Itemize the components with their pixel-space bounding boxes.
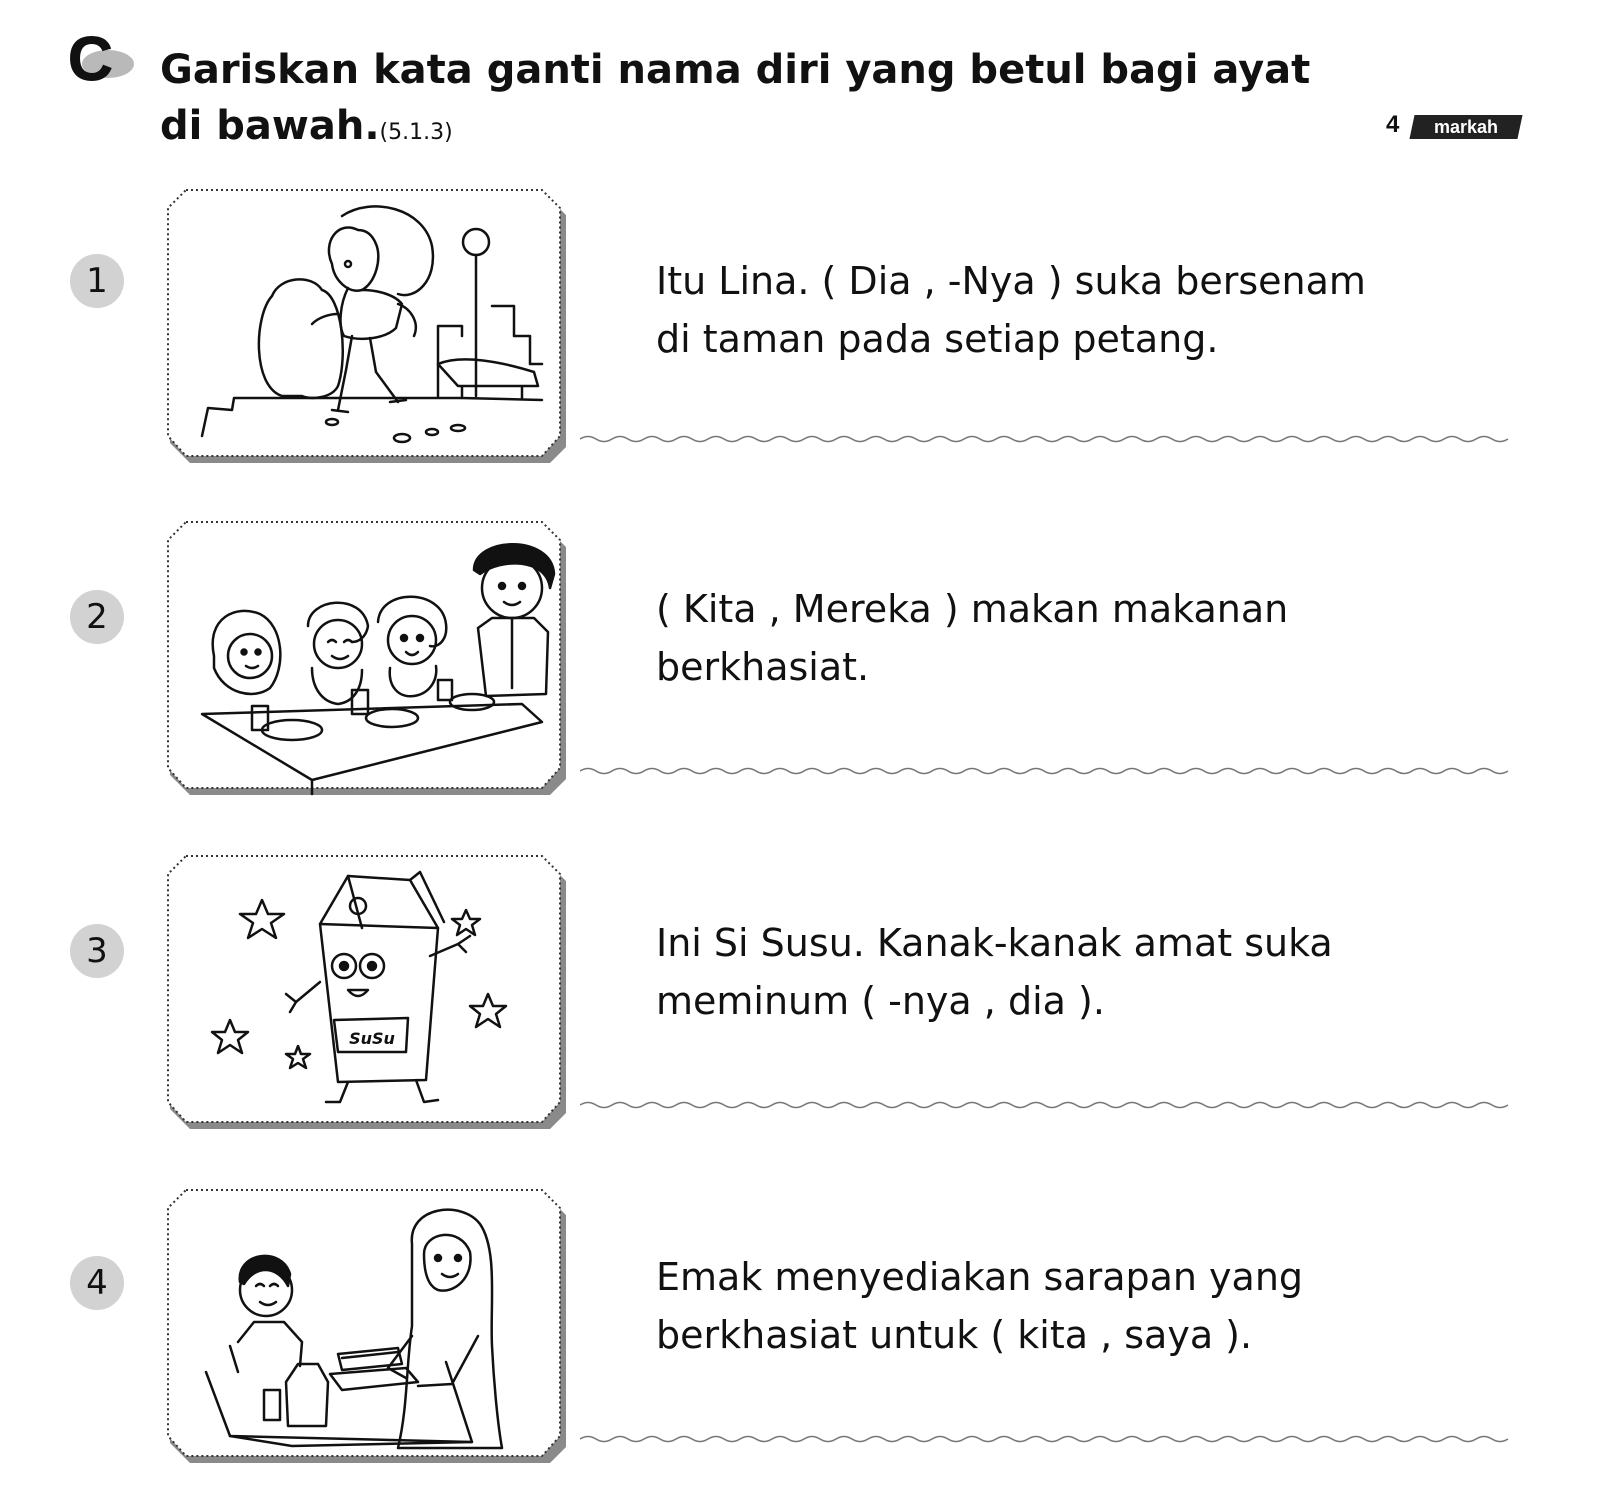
sentence bbox=[656, 1248, 1476, 1364]
sentence bbox=[656, 580, 1476, 696]
question-number: 4 bbox=[70, 1256, 124, 1310]
question-row-3 bbox=[0, 850, 1600, 1150]
picture-frame bbox=[162, 186, 566, 464]
sentence bbox=[656, 914, 1476, 1030]
sentence bbox=[656, 252, 1476, 368]
wavy-line bbox=[580, 432, 1514, 446]
milk-carton-picture bbox=[162, 852, 566, 1130]
question-number: 1 bbox=[70, 254, 124, 308]
children-eating-picture bbox=[162, 518, 566, 796]
question-row-1 bbox=[0, 184, 1600, 484]
sentence-line-2: di taman pada setiap petang. bbox=[656, 317, 1219, 361]
picture-frame bbox=[162, 852, 566, 1130]
sentence-line-2: meminum ( -nya , dia ). bbox=[656, 979, 1105, 1023]
picture-frame bbox=[162, 518, 566, 796]
section-letter: C bbox=[68, 25, 113, 94]
instruction-line-2 bbox=[160, 98, 1360, 161]
sentence-line-1: Ini Si Susu. Kanak-kanak amat suka bbox=[656, 921, 1333, 965]
wavy-line bbox=[580, 1432, 1514, 1446]
carton-label: SuSu bbox=[349, 1029, 395, 1048]
skill-code: (5.1.3) bbox=[379, 120, 453, 145]
wavy-line bbox=[580, 764, 1514, 778]
marks-tag bbox=[1409, 115, 1522, 139]
marks-value: 4 bbox=[1386, 111, 1400, 138]
instruction-line-2-text: di bawah. bbox=[160, 103, 380, 149]
instruction-text bbox=[160, 42, 1360, 161]
sentence-line-1: Itu Lina. ( Dia , -Nya ) suka bersenam bbox=[656, 259, 1366, 303]
question-row-2 bbox=[0, 516, 1600, 816]
sentence-line-2: berkhasiat. bbox=[656, 645, 870, 689]
mother-serving-picture bbox=[162, 1186, 566, 1464]
answer-line[interactable] bbox=[580, 764, 1514, 778]
question-number: 2 bbox=[70, 590, 124, 644]
sentence-line-2: berkhasiat untuk ( kita , saya ). bbox=[656, 1313, 1253, 1357]
marks-label: markah bbox=[1433, 117, 1499, 137]
answer-line[interactable] bbox=[580, 432, 1514, 446]
answer-line[interactable] bbox=[580, 1098, 1514, 1112]
question-row-4 bbox=[0, 1184, 1600, 1484]
sentence-line-1: Emak menyediakan sarapan yang bbox=[656, 1255, 1304, 1299]
sentence-line-1: ( Kita , Mereka ) makan makanan bbox=[656, 587, 1289, 631]
girl-jogging-picture bbox=[162, 186, 566, 464]
instruction-line-1: Gariskan kata ganti nama diri yang betul bagi ayat bbox=[160, 47, 1311, 93]
wavy-line bbox=[580, 1098, 1514, 1112]
answer-line[interactable] bbox=[580, 1432, 1514, 1446]
section-letter-badge bbox=[68, 25, 138, 94]
question-number: 3 bbox=[70, 924, 124, 978]
picture-frame bbox=[162, 1186, 566, 1464]
